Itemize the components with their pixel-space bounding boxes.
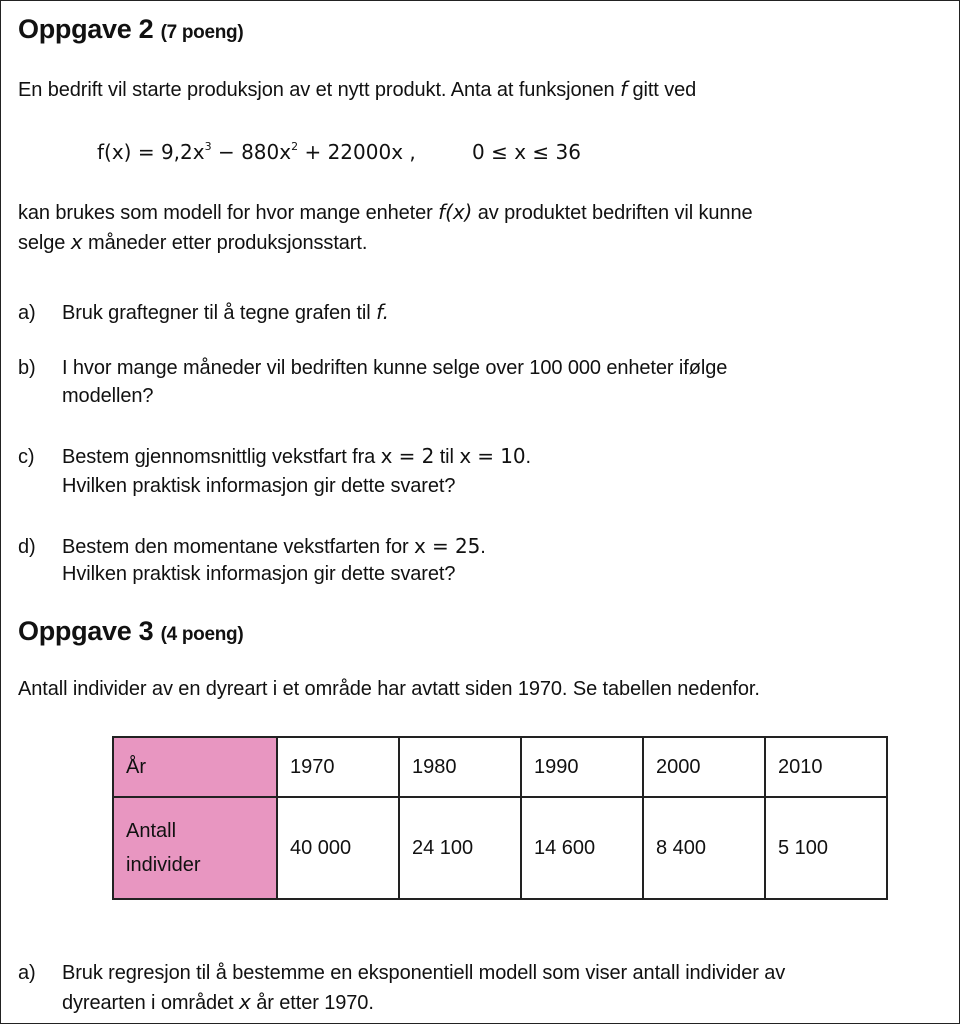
desc-line1-a: kan brukes som modell for hvor mange enheter bbox=[18, 202, 433, 224]
formula-exp2: 2 bbox=[291, 140, 299, 153]
formula-lhs: f(x) = 9,2x bbox=[97, 140, 205, 164]
item-d-end: . bbox=[480, 536, 486, 558]
table-cell: 1990 bbox=[521, 737, 643, 797]
task2-item-b bbox=[18, 357, 727, 380]
table-cell: 1980 bbox=[399, 737, 521, 797]
item-c-end: . bbox=[525, 446, 531, 468]
table-header-count-line2: individer bbox=[126, 854, 201, 876]
table-header-year: År bbox=[113, 737, 277, 797]
task2-desc-line2 bbox=[18, 230, 367, 255]
table-cell: 40 000 bbox=[277, 797, 399, 899]
task2-item-b-line2: modellen? bbox=[62, 385, 154, 407]
task3-item-a-var: x bbox=[239, 990, 251, 1014]
desc-line2-b: måneder etter produksjonsstart. bbox=[88, 232, 368, 254]
item-c-text: Bestem gjennomsnittlig vekstfart fra bbox=[62, 446, 376, 468]
table-row-count bbox=[113, 797, 887, 899]
table-cell: 2010 bbox=[765, 737, 887, 797]
item-a-var: f. bbox=[376, 300, 389, 324]
task2-intro bbox=[18, 77, 696, 102]
item-c-mid: til bbox=[439, 446, 454, 468]
item-b-text: I hvor mange måneder vil bedriften kunne selge over 100 000 enheter ifølge bbox=[62, 357, 728, 379]
task3-item-a bbox=[18, 962, 785, 985]
task2-formula bbox=[97, 140, 416, 164]
desc-x: x bbox=[70, 230, 83, 254]
item-d-label: d) bbox=[18, 536, 36, 558]
item-a-text: Bruk graftegner til å tegne grafen til bbox=[62, 302, 371, 324]
task3-item-a-text2b: år etter 1970. bbox=[256, 992, 374, 1014]
task2-title: Oppgave 2 bbox=[18, 14, 154, 44]
task3-item-a-text2a: dyrearten i området bbox=[62, 992, 234, 1014]
table-cell: 5 100 bbox=[765, 797, 887, 899]
item-c-math1: x = 2 bbox=[380, 444, 435, 468]
task2-item-d bbox=[18, 534, 486, 559]
task3-item-a-text: Bruk regresjon til å bestemme en eksponentiell modell som viser antall individer av bbox=[62, 962, 786, 984]
item-d-text: Bestem den momentane vekstfarten for bbox=[62, 536, 409, 558]
task2-item-a bbox=[18, 300, 389, 325]
table-header-count bbox=[113, 797, 277, 899]
item-d-math1: x = 25 bbox=[414, 534, 481, 558]
table-cell: 8 400 bbox=[643, 797, 765, 899]
formula-domain: 0 ≤ x ≤ 36 bbox=[472, 140, 581, 164]
task2-intro-var: f bbox=[620, 77, 628, 101]
task2-intro-end: gitt ved bbox=[632, 79, 697, 101]
task2-item-d-line2: Hvilken praktisk informasjon gir dette svaret? bbox=[62, 563, 456, 585]
task2-heading bbox=[18, 14, 243, 45]
task3-heading bbox=[18, 616, 243, 647]
population-table bbox=[112, 736, 888, 900]
table-cell: 14 600 bbox=[521, 797, 643, 899]
table-row-year bbox=[113, 737, 887, 797]
task3-item-a-label: a) bbox=[18, 962, 36, 984]
task3-points: (4 poeng) bbox=[160, 624, 244, 645]
task3-intro: Antall individer av en dyreart i et område har avtatt siden 1970. Se tabellen nedenfor. bbox=[18, 678, 760, 700]
task3-title: Oppgave 3 bbox=[18, 616, 154, 646]
formula-exp3: 3 bbox=[204, 140, 212, 153]
table-header-count-line1: Antall bbox=[126, 820, 177, 842]
task2-desc-line1 bbox=[18, 200, 752, 225]
desc-line2-a: selge bbox=[18, 232, 66, 254]
task2-item-c bbox=[18, 444, 531, 469]
table-cell: 2000 bbox=[643, 737, 765, 797]
item-a-label: a) bbox=[18, 302, 36, 324]
table-cell: 1970 bbox=[277, 737, 399, 797]
task3-item-a-line2 bbox=[18, 990, 374, 1015]
task2-intro-text: En bedrift vil starte produksjon av et nytt produkt. Anta at funksjonen bbox=[18, 79, 615, 101]
formula-mid: − 880x bbox=[211, 140, 292, 164]
formula-rhs: + 22000x , bbox=[298, 140, 416, 164]
task2-item-c-line2: Hvilken praktisk informasjon gir dette svaret? bbox=[62, 475, 456, 497]
desc-fx: f(x) bbox=[438, 200, 473, 224]
task2-points: (7 poeng) bbox=[160, 22, 244, 43]
item-c-label: c) bbox=[18, 446, 35, 468]
item-c-math2: x = 10 bbox=[459, 444, 526, 468]
table-cell: 24 100 bbox=[399, 797, 521, 899]
desc-line1-b: av produktet bedriften vil kunne bbox=[477, 202, 753, 224]
item-b-label: b) bbox=[18, 357, 36, 379]
